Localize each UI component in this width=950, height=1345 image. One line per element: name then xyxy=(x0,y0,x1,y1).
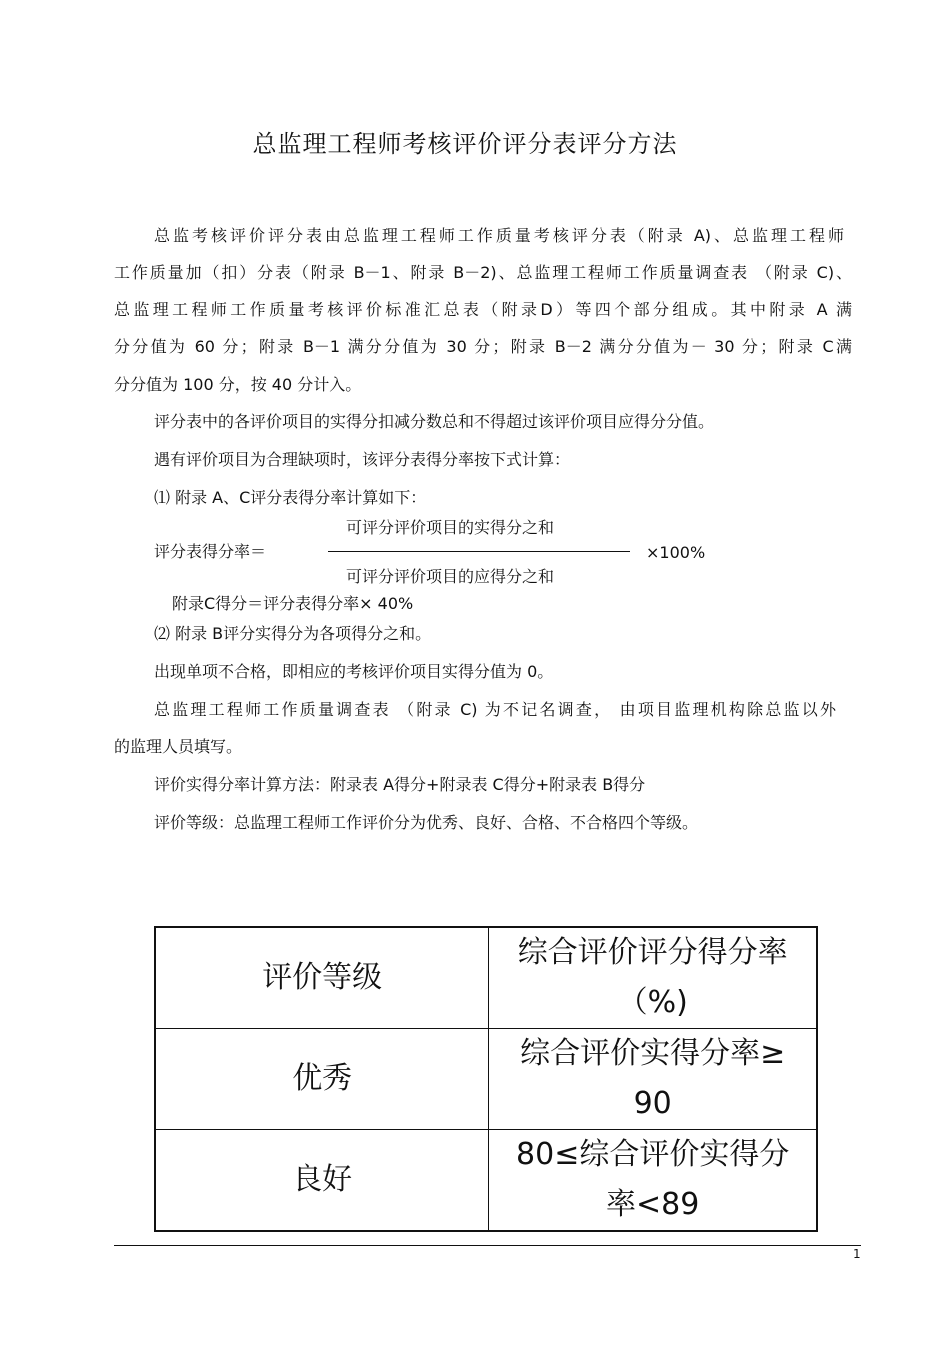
score-rate-cell xyxy=(489,1029,817,1130)
paragraph-10: 评价等级：总监理工程师工作评价分为优秀、良好、合格、不合格四个等级。 xyxy=(154,813,699,832)
table-row xyxy=(155,1130,817,1232)
header-score-rate-line-2: （%) xyxy=(617,985,688,1020)
header-grade-level: 评价等级 xyxy=(155,927,489,1029)
table-row xyxy=(155,1029,817,1130)
formula-factor: ×100% xyxy=(646,543,706,562)
score-rate-line-1: 综合评价实得分率≥ xyxy=(520,1036,786,1071)
paragraph-1-line-1: 总监考核评价评分表由总监理工程师工作质量考核评分表（附录 A)、总监理工程师 xyxy=(154,226,844,245)
paragraph-9: 评价实得分率计算方法：附录表 A得分+附录表 C得分+附录表 B得分 xyxy=(154,775,646,794)
header-score-rate xyxy=(489,927,817,1029)
grade-table xyxy=(154,926,818,1232)
paragraph-4: ⑴ 附录 A、C评分表得分率计算如下： xyxy=(154,488,427,507)
score-rate-line-2: 率<89 xyxy=(606,1187,700,1222)
footer-divider xyxy=(114,1245,861,1246)
grade-level-cell: 优秀 xyxy=(155,1029,489,1130)
formula-numerator: 可评分评价项目的实得分之和 xyxy=(346,518,555,537)
paragraph-6: ⑵ 附录 B评分实得分为各项得分之和。 xyxy=(154,624,432,643)
paragraph-7: 出现单项不合格，即相应的考核评价项目实得分值为 0。 xyxy=(154,662,554,681)
paragraph-1-line-2: 工作质量加（扣）分表（附录 B－1、附录 B－2)、总监理工程师工作质量调查表 （附录 C)、 xyxy=(114,263,852,282)
paragraph-8-line-1: 总监理工程师工作质量调查表 （附录 C) 为不记名调查， 由项目监理机构除总监以外 xyxy=(154,700,836,719)
formula-label: 评分表得分率＝ xyxy=(154,542,267,561)
paragraph-8-line-2: 的监理人员填写。 xyxy=(114,737,243,756)
score-rate-line-2: 90 xyxy=(633,1086,672,1121)
fraction-bar xyxy=(328,551,630,552)
header-score-rate-line-1: 综合评价评分得分率 xyxy=(517,935,788,970)
page-number: 1 xyxy=(853,1247,861,1261)
grade-table-header-row xyxy=(155,927,817,1029)
paragraph-5: 附录C得分＝评分表得分率× 40% xyxy=(172,594,414,613)
paragraph-3: 遇有评价项目为合理缺项时，该评分表得分率按下式计算： xyxy=(154,450,571,469)
paragraph-1-line-5: 分分值为 100 分，按 40 分计入。 xyxy=(114,375,362,394)
score-rate-line-1: 80≤综合评价实得分 xyxy=(516,1137,790,1172)
paragraph-1-line-4: 分分值为 60 分；附录 B－1 满分分值为 30 分；附录 B－2 满分分值为－ 30 分；附录 C满 xyxy=(114,337,852,356)
formula-denominator: 可评分评价项目的应得分之和 xyxy=(346,567,555,586)
paragraph-1-line-3: 总监理工程师工作质量考核评价标准汇总表（附录D）等四个部分组成。其中附录 A 满 xyxy=(114,300,852,319)
grade-level-cell: 良好 xyxy=(155,1130,489,1232)
score-rate-cell xyxy=(489,1130,817,1232)
document-title: 总监理工程师考核评价评分表评分方法 xyxy=(252,130,678,158)
paragraph-2: 评分表中的各评价项目的实得分扣减分数总和不得超过该评价项目应得分分值。 xyxy=(154,412,715,431)
